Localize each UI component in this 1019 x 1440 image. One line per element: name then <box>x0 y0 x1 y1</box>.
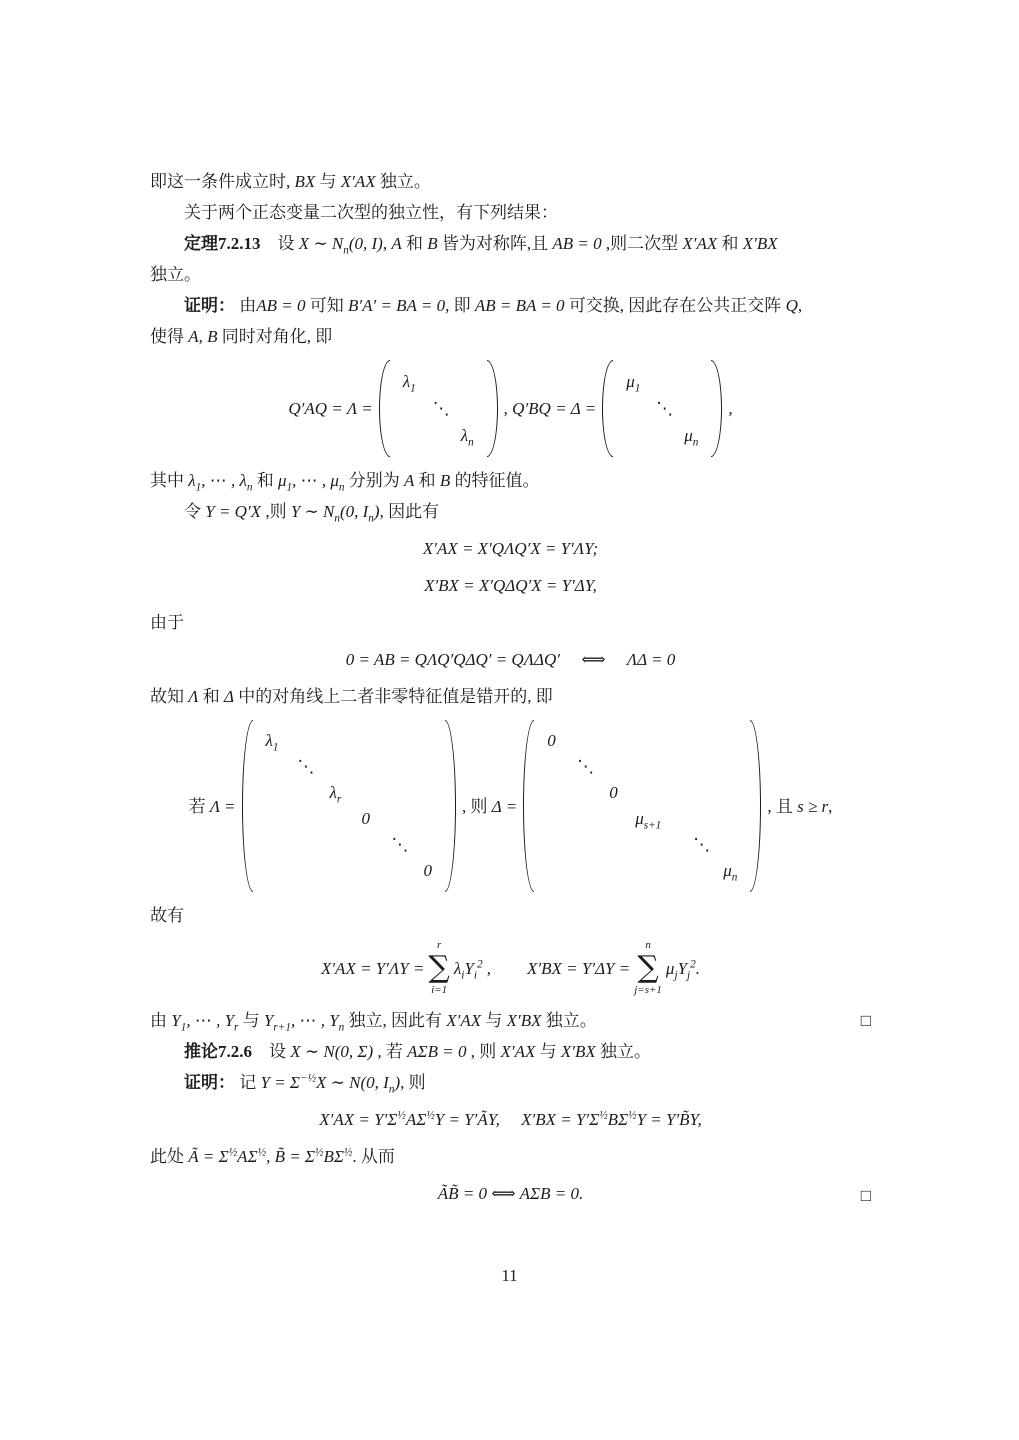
paragraph-hence: 故有 <box>150 906 184 925</box>
formula-part: X′AX = Y′ΛY = <box>320 958 425 978</box>
summation-operator <box>428 939 449 997</box>
matrix-entry: 0 <box>609 783 618 802</box>
matrix-entry: 0 <box>361 809 371 828</box>
equation-mid: , 则 Δ = <box>462 796 518 816</box>
left-paren <box>523 720 534 892</box>
paragraph-intro: 即这一条件成立时, BX 与 X′AX 独立。 <box>150 172 431 191</box>
equation-transformed <box>150 1104 871 1135</box>
equation-lead: 若 Λ = <box>188 796 236 816</box>
matrix-entry: $\lambda_r$ <box>329 783 342 806</box>
equation-tail: , 且 s ≥ r, <box>767 796 833 816</box>
sigma-icon: ∑ <box>637 950 659 985</box>
matrix-entry: ⋱ <box>656 399 674 418</box>
matrix-entry: ⋱ <box>577 757 595 776</box>
equation-diagonalization <box>150 360 871 457</box>
left-paren <box>379 360 390 457</box>
matrix-entry: $\lambda_1$ <box>402 372 416 395</box>
equation-block-matrices <box>150 720 871 892</box>
lambda-block-matrix <box>242 720 457 892</box>
matrix-entry: $\mu_n$ <box>723 861 738 884</box>
paragraph-eigenvalues: 其中 $\lambda_1$, ⋯ , $\lambda_n$ 和 $\mu_1$, ⋯ , $\mu_n$ 分别为 A 和 B 的特征值。 <box>150 471 540 494</box>
proof-theorem-line1: 证明： 由AB = 0 可知 B′A′ = BA = 0, 即 AB = BA = 0 可交换, 因此存在公共正交阵 Q, <box>184 296 803 315</box>
right-paren <box>487 360 498 457</box>
formula: 0 = AB = QΛQ′QΔQ′ = QΛΔQ′ ⟺ ΛΔ = 0 <box>345 650 676 669</box>
matrix-entry: ⋱ <box>297 757 315 776</box>
qed-box: □ <box>860 1011 871 1030</box>
qed-box: □ <box>860 1186 871 1205</box>
paragraph-definitions: 此处 Ã = $\Sigma^{\frac{1}{2}}A\Sigma^{\frac{1}{2}}$, B̃ = $\Sigma^{\frac{1}{2}}B\Sigma^{\frac{1}{2}}$. 从而 <box>150 1146 395 1166</box>
equation-tail: , <box>728 399 733 418</box>
lambda-diagonal-matrix <box>379 360 498 457</box>
corollary-7-2-6: 推论7.2.6 设 X ∼ N(0, Σ) , 若 AΣB = 0 , 则 X′AX 与 X′BX 独立。 <box>184 1042 651 1061</box>
proof-theorem-line2: 使得 A, B 同时对角化, 即 <box>150 327 333 346</box>
sum-lower-limit: j=s+1 <box>634 984 662 996</box>
matrix-entry: 0 <box>423 861 433 880</box>
right-paren <box>711 360 722 457</box>
equation-final <box>150 1178 871 1209</box>
paragraph-since: 由于 <box>150 613 184 632</box>
matrix-entry: 0 <box>547 731 556 750</box>
formula: X′BX = X′QΔQ′X = Y′ΔY, <box>424 576 597 595</box>
formula-part: X′BX = Y′ΔY = <box>527 958 631 978</box>
sum-upper-limit: n <box>645 939 651 951</box>
matrix-entry: $\lambda_1$ <box>265 731 279 754</box>
left-paren <box>242 720 253 892</box>
formula-part: $\lambda_iY_i^2$ , <box>453 957 492 981</box>
formula: $X'AX = Y'\Sigma^{\frac{1}{2}}A\Sigma^{\frac{1}{2}}Y$ = Y′ÃY, $X'BX = Y'\Sigma^{\frac{1}{2}}B\Sigma^{\frac{1}{2}}Y$ = Y′B̃Y, <box>319 1109 702 1129</box>
right-paren <box>445 720 456 892</box>
sum-upper-limit: r <box>436 939 442 951</box>
right-paren <box>750 720 761 892</box>
matrix-entry: ⋱ <box>391 835 409 854</box>
matrix-entry: ⋱ <box>432 399 450 418</box>
sigma-icon: ∑ <box>428 950 450 985</box>
matrix-entry: $\mu_n$ <box>684 426 699 449</box>
sum-lower-limit: i=1 <box>431 984 448 996</box>
equation-sums <box>150 939 871 997</box>
matrix-entry: $\lambda_n$ <box>460 426 474 449</box>
conclusion-text: 由 $Y_1$, ⋯ , $Y_r$ 与 $Y_{r+1}$, ⋯ , $Y_n$ 独立, 因此有 X′AX 与 X′BX 独立。 <box>150 1011 597 1034</box>
equation-lhs: Q′AQ = Λ = <box>288 399 373 418</box>
equation-xbx <box>150 570 871 601</box>
delta-diagonal-matrix <box>602 360 722 457</box>
left-paren <box>602 360 613 457</box>
matrix-entry: $\mu_{s+1}$ <box>635 809 662 832</box>
paragraph-let-y: 令 Y = Q′X ,则 Y ∼ $N_n(0$, $I_n$), 因此有 <box>184 502 440 525</box>
delta-block-matrix <box>523 720 761 892</box>
formula-part: $\mu_jY_j^2$. <box>665 957 701 981</box>
formula: X′AX = X′QΛQ′X = Y′ΛY; <box>422 539 599 558</box>
theorem-7-2-13-cont: 独立。 <box>150 265 201 284</box>
paragraph-staggered: 故知 Λ 和 Δ 中的对角线上二者非零特征值是错开的, 即 <box>150 687 553 706</box>
theorem-7-2-13: 定理7.2.13 设 X ∼ $N_n(0$, I), A 和 B 皆为对称阵,且 AB = 0 ,则二次型 X′AX 和 X′BX <box>184 234 778 257</box>
equation-product-zero <box>150 644 871 675</box>
document-page <box>150 166 871 1215</box>
paragraph-lead-in: 关于两个正态变量二次型的独立性，有下列结果： <box>184 203 558 222</box>
page-number: 11 <box>501 1266 518 1285</box>
proof-corollary: 证明： 记 $Y = \Sigma^{-\frac{1}{2}}X$ ∼ N(0, $I_n$), 则 <box>184 1072 426 1096</box>
matrix-entry: $\mu_1$ <box>626 372 641 395</box>
conclusion-line <box>150 1005 871 1036</box>
equation-mid: , Q′BQ = Δ = <box>503 399 597 418</box>
matrix-entry: ⋱ <box>693 835 711 854</box>
equation-xax <box>150 533 871 564</box>
summation-operator <box>634 939 662 997</box>
formula: ÃB̃ = 0 ⟺ AΣB = 0. <box>437 1184 584 1203</box>
